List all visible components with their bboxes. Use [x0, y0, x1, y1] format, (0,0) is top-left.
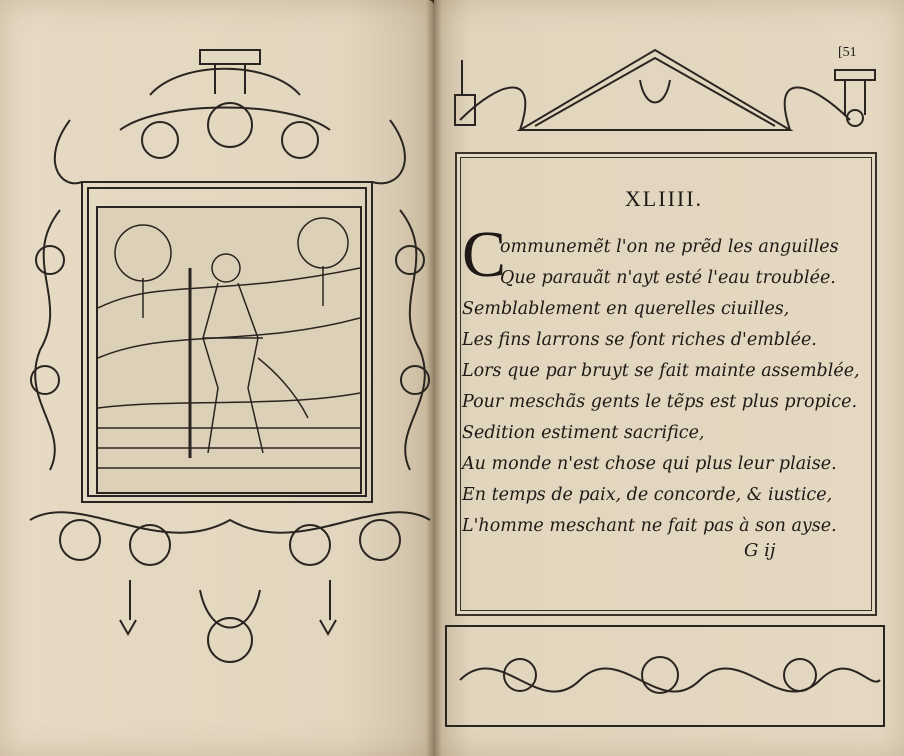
verse-line-4: Les fins larrons se font riches d'emblée. [462, 330, 817, 350]
verse-line-10: L'homme meschant ne fait pas à son ayse. [462, 516, 837, 536]
verse-text [462, 232, 872, 542]
drop-cap: C [462, 218, 507, 291]
signature-mark: G ij [744, 540, 776, 561]
verse-line-7: Sedition estiment sacrifice, [462, 423, 705, 443]
verse-line-9: En temps de paix, de concorde, & iustice, [462, 485, 833, 505]
verse-line-5: Lors que par bruyt se fait mainte assemblée, [462, 361, 860, 381]
verse-line-8: Au monde n'est chose qui plus leur plaise. [462, 454, 837, 474]
verse-line-2: Que parauãt n'ayt esté l'eau troublée. [500, 268, 836, 288]
emblem-number-heading: XLIIII. [624, 186, 704, 211]
verse-line-3: Semblablement en querelles ciuilles, [462, 299, 790, 319]
verse-line-1: ommunemẽt l'on ne prẽd les anguilles [500, 237, 839, 257]
verse-line-6: Pour meschãs gents le tẽps est plus propice. [462, 392, 858, 412]
folio-number: [51 [838, 45, 857, 60]
